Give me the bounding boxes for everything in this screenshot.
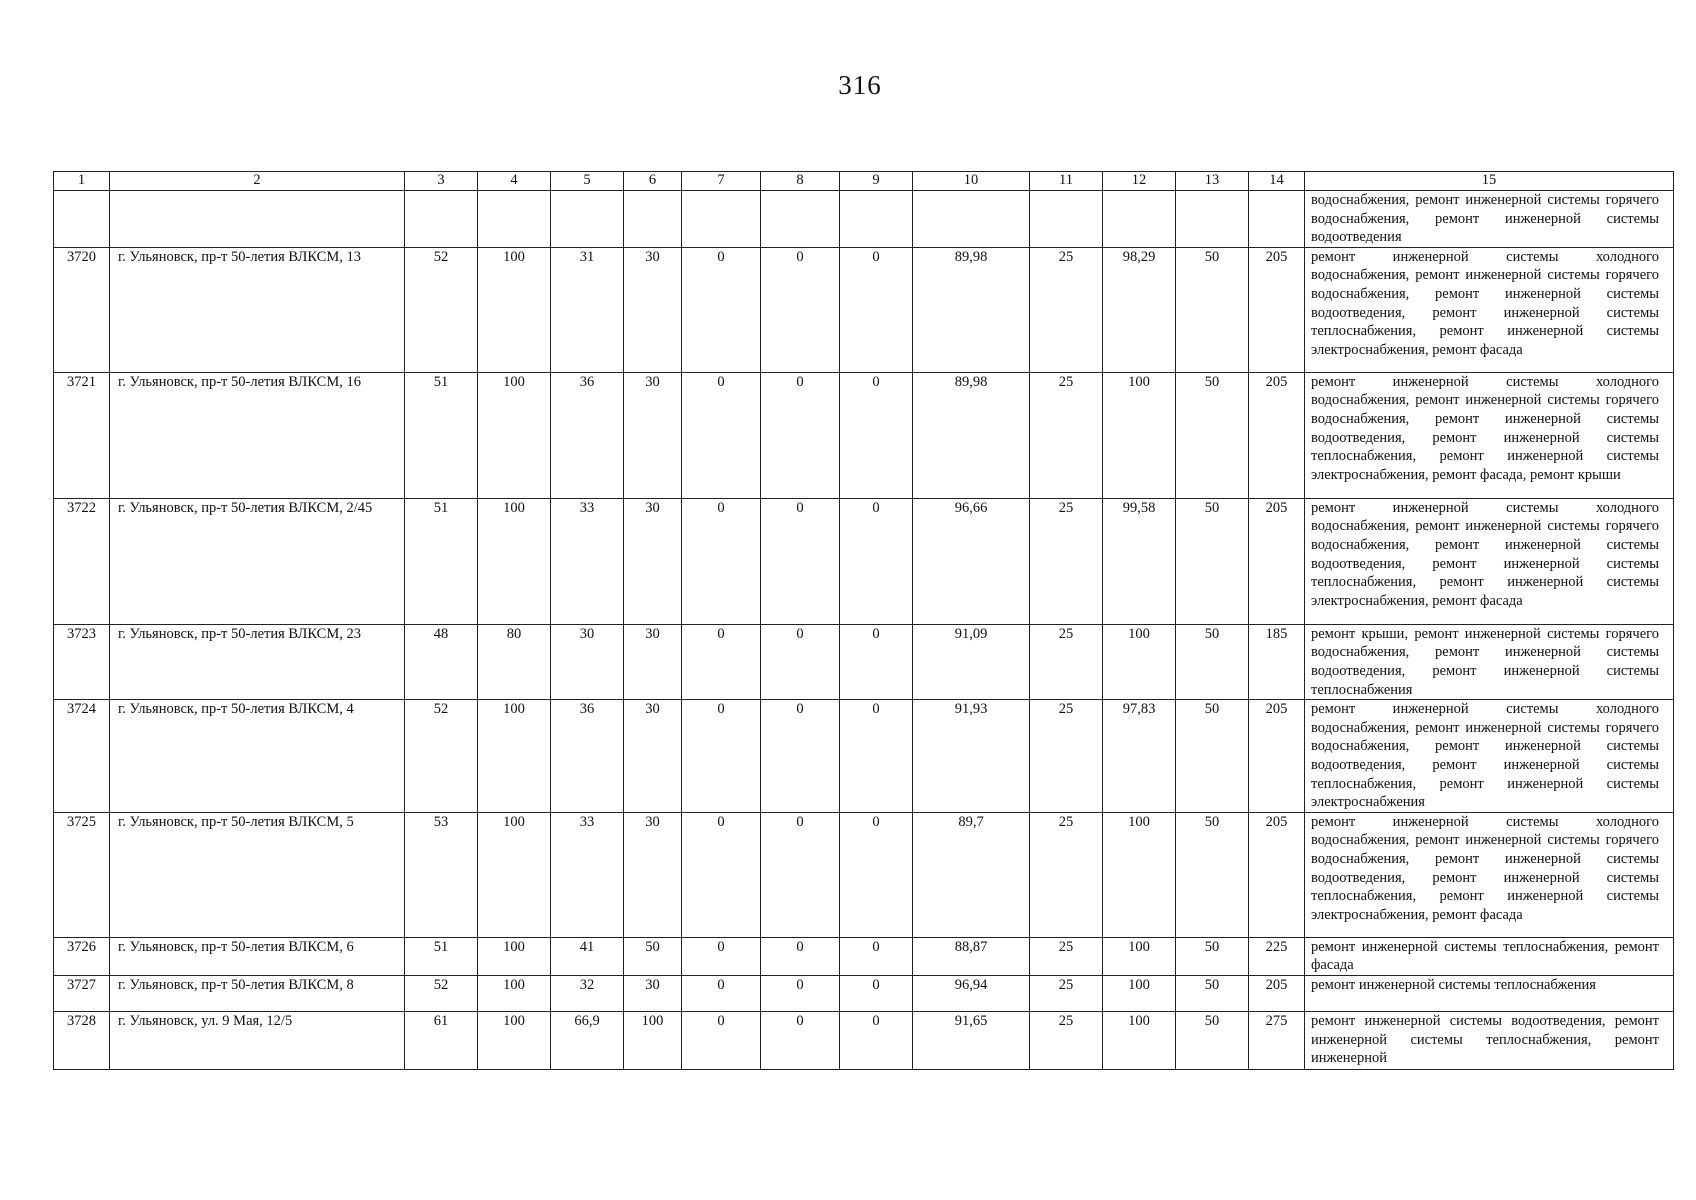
value-cell: 0 bbox=[682, 812, 761, 937]
value-cell: 25 bbox=[1030, 624, 1103, 699]
works-cell: ремонт инженерной системы теплоснабжения bbox=[1305, 975, 1674, 1011]
row-number: 3722 bbox=[54, 498, 110, 624]
value-cell: 52 bbox=[405, 247, 478, 372]
value-cell: 53 bbox=[405, 812, 478, 937]
value-cell: 36 bbox=[551, 700, 624, 813]
value-cell: 0 bbox=[761, 975, 840, 1011]
address-cell: г. Ульяновск, пр-т 50-летия ВЛКСМ, 5 bbox=[110, 812, 405, 937]
value-cell: 96,94 bbox=[913, 975, 1030, 1011]
works-cell: водоснабжения, ремонт инженерной системы горячего водоснабжения, ремонт инженерной системы водоотведения bbox=[1305, 191, 1674, 248]
value-cell: 30 bbox=[624, 372, 682, 498]
value-cell: 0 bbox=[761, 700, 840, 813]
row-number: 3721 bbox=[54, 372, 110, 498]
column-header: 1 bbox=[54, 172, 110, 191]
row-number: 3720 bbox=[54, 247, 110, 372]
column-header: 14 bbox=[1249, 172, 1305, 191]
table-row bbox=[54, 700, 1674, 813]
value-cell: 30 bbox=[624, 247, 682, 372]
value-cell: 100 bbox=[1103, 937, 1176, 975]
value-cell: 51 bbox=[405, 498, 478, 624]
value-cell: 50 bbox=[1176, 812, 1249, 937]
table-row bbox=[54, 498, 1674, 624]
value-cell: 50 bbox=[1176, 700, 1249, 813]
value-cell: 98,29 bbox=[1103, 247, 1176, 372]
value-cell: 0 bbox=[840, 498, 913, 624]
value-cell: 185 bbox=[1249, 624, 1305, 699]
value-cell: 36 bbox=[551, 372, 624, 498]
empty-cell bbox=[682, 191, 761, 248]
value-cell: 100 bbox=[478, 372, 551, 498]
value-cell: 50 bbox=[1176, 937, 1249, 975]
table-header-row bbox=[54, 172, 1674, 191]
row-number: 3727 bbox=[54, 975, 110, 1011]
table-row bbox=[54, 975, 1674, 1011]
value-cell: 100 bbox=[1103, 372, 1176, 498]
row-number: 3725 bbox=[54, 812, 110, 937]
value-cell: 30 bbox=[551, 624, 624, 699]
value-cell: 48 bbox=[405, 624, 478, 699]
value-cell: 100 bbox=[624, 1011, 682, 1069]
empty-cell bbox=[1030, 191, 1103, 248]
value-cell: 50 bbox=[624, 937, 682, 975]
value-cell: 205 bbox=[1249, 700, 1305, 813]
value-cell: 0 bbox=[682, 700, 761, 813]
value-cell: 100 bbox=[1103, 975, 1176, 1011]
empty-cell bbox=[840, 191, 913, 248]
value-cell: 88,87 bbox=[913, 937, 1030, 975]
value-cell: 100 bbox=[478, 975, 551, 1011]
empty-cell bbox=[478, 191, 551, 248]
row-number: 3726 bbox=[54, 937, 110, 975]
value-cell: 41 bbox=[551, 937, 624, 975]
value-cell: 50 bbox=[1176, 498, 1249, 624]
empty-cell bbox=[624, 191, 682, 248]
value-cell: 30 bbox=[624, 700, 682, 813]
address-cell: г. Ульяновск, пр-т 50-летия ВЛКСМ, 2/45 bbox=[110, 498, 405, 624]
value-cell: 25 bbox=[1030, 812, 1103, 937]
value-cell: 30 bbox=[624, 624, 682, 699]
address-cell: г. Ульяновск, пр-т 50-летия ВЛКСМ, 4 bbox=[110, 700, 405, 813]
value-cell: 0 bbox=[761, 624, 840, 699]
value-cell: 100 bbox=[1103, 1011, 1176, 1069]
address-cell: г. Ульяновск, пр-т 50-летия ВЛКСМ, 8 bbox=[110, 975, 405, 1011]
column-header: 6 bbox=[624, 172, 682, 191]
value-cell: 33 bbox=[551, 812, 624, 937]
value-cell: 0 bbox=[682, 975, 761, 1011]
address-cell: г. Ульяновск, пр-т 50-летия ВЛКСМ, 23 bbox=[110, 624, 405, 699]
value-cell: 0 bbox=[682, 498, 761, 624]
row-number: 3723 bbox=[54, 624, 110, 699]
value-cell: 0 bbox=[761, 498, 840, 624]
value-cell: 100 bbox=[1103, 812, 1176, 937]
value-cell: 33 bbox=[551, 498, 624, 624]
value-cell: 205 bbox=[1249, 372, 1305, 498]
value-cell: 25 bbox=[1030, 372, 1103, 498]
value-cell: 91,93 bbox=[913, 700, 1030, 813]
page-number: 316 bbox=[838, 70, 882, 100]
address-cell: г. Ульяновск, пр-т 50-летия ВЛКСМ, 6 bbox=[110, 937, 405, 975]
register-table bbox=[53, 171, 1674, 1070]
value-cell: 25 bbox=[1030, 247, 1103, 372]
value-cell: 205 bbox=[1249, 247, 1305, 372]
column-header: 5 bbox=[551, 172, 624, 191]
value-cell: 205 bbox=[1249, 498, 1305, 624]
value-cell: 25 bbox=[1030, 498, 1103, 624]
works-cell: ремонт инженерной системы холодного водоснабжения, ремонт инженерной системы горячего водоснабжения, ремонт инженерной системы водоотведения, ремонт инженерной системы теплоснабжения, ремонт инженерной системы электроснабжения bbox=[1305, 700, 1674, 813]
value-cell: 51 bbox=[405, 372, 478, 498]
empty-cell bbox=[110, 191, 405, 248]
value-cell: 205 bbox=[1249, 812, 1305, 937]
table-row bbox=[54, 624, 1674, 699]
value-cell: 25 bbox=[1030, 700, 1103, 813]
column-header: 11 bbox=[1030, 172, 1103, 191]
value-cell: 25 bbox=[1030, 975, 1103, 1011]
column-header: 2 bbox=[110, 172, 405, 191]
value-cell: 50 bbox=[1176, 1011, 1249, 1069]
value-cell: 31 bbox=[551, 247, 624, 372]
value-cell: 91,65 bbox=[913, 1011, 1030, 1069]
value-cell: 89,98 bbox=[913, 247, 1030, 372]
address-cell: г. Ульяновск, ул. 9 Мая, 12/5 bbox=[110, 1011, 405, 1069]
works-cell: ремонт инженерной системы холодного водоснабжения, ремонт инженерной системы горячего водоснабжения, ремонт инженерной системы водоотведения, ремонт инженерной системы теплоснабжения, ремонт инженерной системы электроснабжения, ремонт фасада bbox=[1305, 498, 1674, 624]
value-cell: 51 bbox=[405, 937, 478, 975]
value-cell: 205 bbox=[1249, 975, 1305, 1011]
value-cell: 50 bbox=[1176, 372, 1249, 498]
value-cell: 100 bbox=[478, 700, 551, 813]
value-cell: 0 bbox=[840, 700, 913, 813]
value-cell: 0 bbox=[840, 975, 913, 1011]
value-cell: 25 bbox=[1030, 1011, 1103, 1069]
value-cell: 30 bbox=[624, 812, 682, 937]
value-cell: 0 bbox=[840, 812, 913, 937]
row-number: 3728 bbox=[54, 1011, 110, 1069]
row-number: 3724 bbox=[54, 700, 110, 813]
empty-cell bbox=[913, 191, 1030, 248]
value-cell: 225 bbox=[1249, 937, 1305, 975]
value-cell: 0 bbox=[840, 1011, 913, 1069]
empty-cell bbox=[761, 191, 840, 248]
value-cell: 0 bbox=[840, 372, 913, 498]
value-cell: 52 bbox=[405, 700, 478, 813]
table-row bbox=[54, 247, 1674, 372]
value-cell: 100 bbox=[478, 812, 551, 937]
table-row bbox=[54, 812, 1674, 937]
value-cell: 0 bbox=[682, 372, 761, 498]
value-cell: 96,66 bbox=[913, 498, 1030, 624]
value-cell: 0 bbox=[840, 624, 913, 699]
empty-cell bbox=[1103, 191, 1176, 248]
empty-cell bbox=[1249, 191, 1305, 248]
value-cell: 100 bbox=[478, 1011, 551, 1069]
value-cell: 0 bbox=[682, 1011, 761, 1069]
column-header: 7 bbox=[682, 172, 761, 191]
value-cell: 100 bbox=[478, 247, 551, 372]
value-cell: 80 bbox=[478, 624, 551, 699]
column-header: 15 bbox=[1305, 172, 1674, 191]
value-cell: 100 bbox=[478, 937, 551, 975]
column-header: 9 bbox=[840, 172, 913, 191]
value-cell: 0 bbox=[761, 812, 840, 937]
value-cell: 50 bbox=[1176, 624, 1249, 699]
value-cell: 30 bbox=[624, 498, 682, 624]
column-header: 4 bbox=[478, 172, 551, 191]
value-cell: 275 bbox=[1249, 1011, 1305, 1069]
empty-cell bbox=[54, 191, 110, 248]
value-cell: 61 bbox=[405, 1011, 478, 1069]
value-cell: 91,09 bbox=[913, 624, 1030, 699]
value-cell: 89,7 bbox=[913, 812, 1030, 937]
value-cell: 99,58 bbox=[1103, 498, 1176, 624]
works-cell: ремонт инженерной системы холодного водоснабжения, ремонт инженерной системы горячего водоснабжения, ремонт инженерной системы водоотведения, ремонт инженерной системы теплоснабжения, ремонт инженерной системы электроснабжения, ремонт фасада bbox=[1305, 812, 1674, 937]
value-cell: 89,98 bbox=[913, 372, 1030, 498]
empty-cell bbox=[1176, 191, 1249, 248]
empty-cell bbox=[405, 191, 478, 248]
value-cell: 0 bbox=[761, 247, 840, 372]
value-cell: 0 bbox=[840, 937, 913, 975]
address-cell: г. Ульяновск, пр-т 50-летия ВЛКСМ, 16 bbox=[110, 372, 405, 498]
value-cell: 0 bbox=[682, 937, 761, 975]
table-row bbox=[54, 937, 1674, 975]
value-cell: 50 bbox=[1176, 975, 1249, 1011]
value-cell: 32 bbox=[551, 975, 624, 1011]
value-cell: 50 bbox=[1176, 247, 1249, 372]
value-cell: 100 bbox=[1103, 624, 1176, 699]
empty-cell bbox=[551, 191, 624, 248]
table-row bbox=[54, 1011, 1674, 1069]
value-cell: 25 bbox=[1030, 937, 1103, 975]
works-cell: ремонт крыши, ремонт инженерной системы горячего водоснабжения, ремонт инженерной системы водоотведения, ремонт инженерной системы теплоснабжения bbox=[1305, 624, 1674, 699]
works-cell: ремонт инженерной системы водоотведения, ремонт инженерной системы теплоснабжения, ремонт инженерной bbox=[1305, 1011, 1674, 1069]
value-cell: 66,9 bbox=[551, 1011, 624, 1069]
value-cell: 52 bbox=[405, 975, 478, 1011]
table-row bbox=[54, 372, 1674, 498]
continuation-row bbox=[54, 191, 1674, 248]
column-header: 8 bbox=[761, 172, 840, 191]
works-cell: ремонт инженерной системы холодного водоснабжения, ремонт инженерной системы горячего водоснабжения, ремонт инженерной системы водоотведения, ремонт инженерной системы теплоснабжения, ремонт инженерной системы электроснабжения, ремонт фасада, ремонт крыши bbox=[1305, 372, 1674, 498]
value-cell: 0 bbox=[761, 372, 840, 498]
column-header: 12 bbox=[1103, 172, 1176, 191]
value-cell: 0 bbox=[682, 247, 761, 372]
value-cell: 0 bbox=[682, 624, 761, 699]
column-header: 3 bbox=[405, 172, 478, 191]
value-cell: 0 bbox=[761, 1011, 840, 1069]
value-cell: 0 bbox=[840, 247, 913, 372]
column-header: 13 bbox=[1176, 172, 1249, 191]
value-cell: 97,83 bbox=[1103, 700, 1176, 813]
value-cell: 100 bbox=[478, 498, 551, 624]
address-cell: г. Ульяновск, пр-т 50-летия ВЛКСМ, 13 bbox=[110, 247, 405, 372]
works-cell: ремонт инженерной системы теплоснабжения, ремонт фасада bbox=[1305, 937, 1674, 975]
value-cell: 30 bbox=[624, 975, 682, 1011]
column-header: 10 bbox=[913, 172, 1030, 191]
value-cell: 0 bbox=[761, 937, 840, 975]
works-cell: ремонт инженерной системы холодного водоснабжения, ремонт инженерной системы горячего водоснабжения, ремонт инженерной системы водоотведения, ремонт инженерной системы теплоснабжения, ремонт инженерной системы электроснабжения, ремонт фасада bbox=[1305, 247, 1674, 372]
